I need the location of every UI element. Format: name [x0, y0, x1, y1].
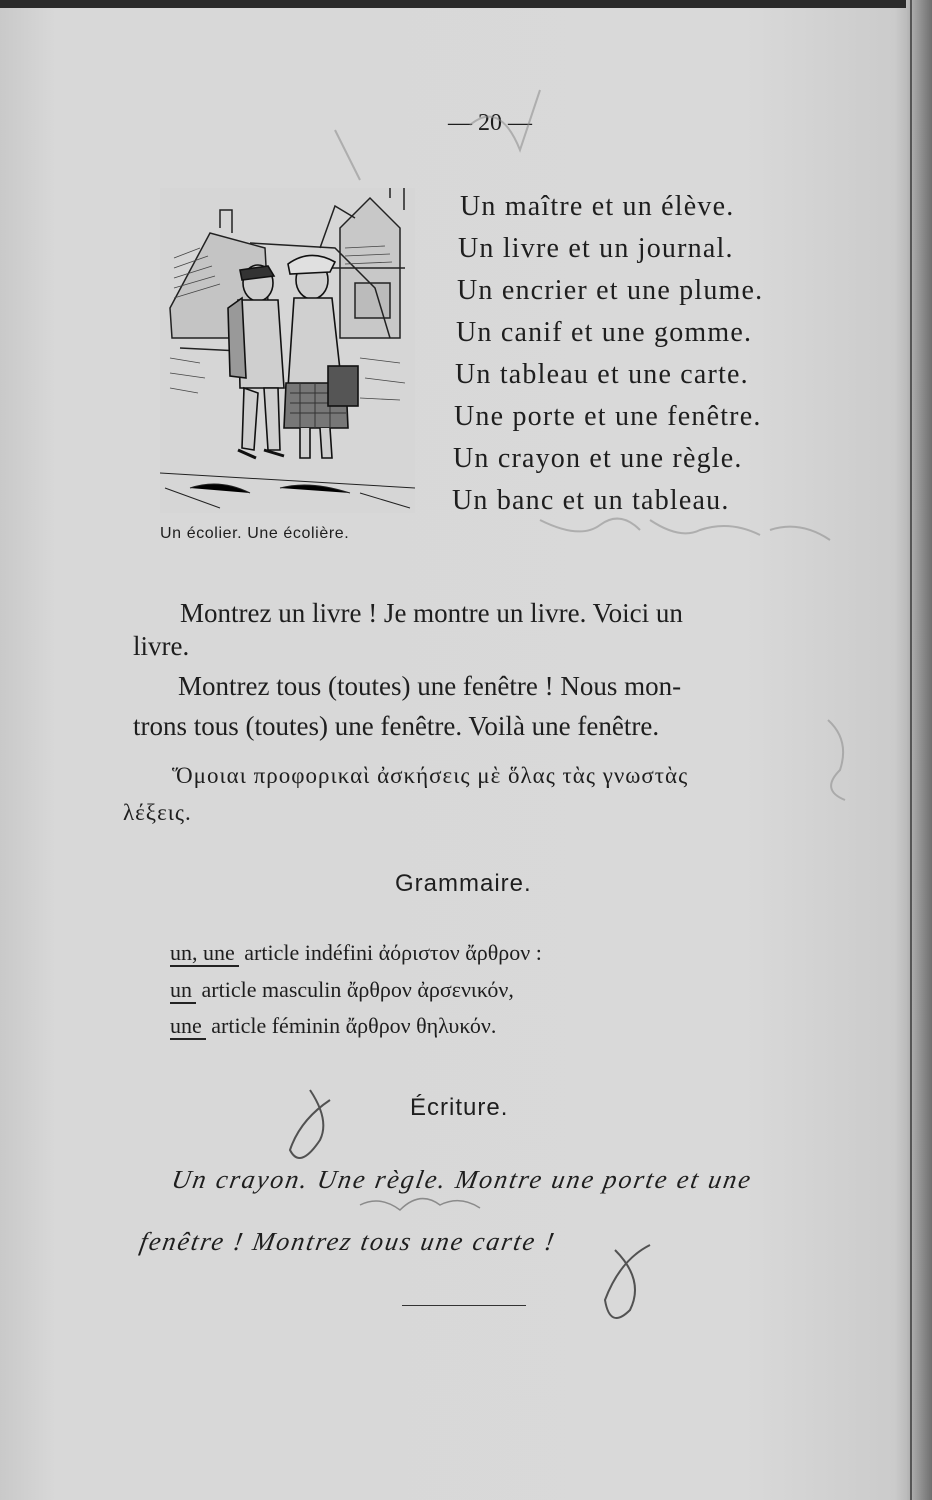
vocab-line: Un encrier et une plume. — [457, 275, 764, 306]
ecriture-heading: Écriture. — [410, 1094, 509, 1121]
illustration-caption: Un écolier. Une écolière. — [160, 525, 350, 542]
vocab-line: Une porte et une fenêtre. — [454, 401, 762, 432]
grammar-term: un — [170, 977, 196, 1004]
handwriting-line: fenêtre ! Montrez tous une carte ! — [137, 1227, 559, 1256]
vocab-line: Un livre et un journal. — [458, 233, 734, 264]
paragraph-line: trons tous (toutes) une fenêtre. Voilà une fenêtre. — [133, 711, 660, 741]
grammar-term: une — [170, 1013, 206, 1040]
grammar-row — [170, 940, 542, 966]
paragraph-line: Montrez un livre ! Je montre un livre. Voici un — [180, 598, 683, 628]
page-top-edge — [0, 0, 932, 8]
grammar-row — [170, 977, 514, 1003]
page-number: — 20 — — [448, 110, 532, 136]
vocab-line: Un banc et un tableau. — [452, 485, 730, 516]
greek-instruction-line: λέξεις. — [123, 800, 192, 825]
handwriting-line: Un crayon. Une règle. Montre une porte et une — [169, 1165, 755, 1194]
paragraph-line: livre. — [133, 631, 190, 661]
vocab-line: Un tableau et une carte. — [455, 359, 749, 390]
paragraph-line: Montrez tous (toutes) une fenêtre ! Nous mon- — [178, 671, 682, 701]
grammar-text: article féminin ἄρθρον θηλυκόν. — [211, 1013, 497, 1038]
grammar-row — [170, 1013, 496, 1039]
grammar-text: article indéfini ἀόριστον ἄρθρον : — [244, 940, 542, 965]
schoolchildren-illustration — [160, 188, 415, 513]
end-rule — [402, 1305, 526, 1306]
grammaire-heading: Grammaire. — [395, 870, 532, 897]
grammar-text: article masculin ἄρθρον ἀρσενικόν, — [201, 977, 514, 1002]
vocabulary-list — [452, 186, 832, 522]
vocab-line: Un canif et une gomme. — [456, 317, 753, 348]
vocab-line: Un crayon et une règle. — [453, 443, 743, 474]
page-spine-edge — [906, 0, 932, 1500]
grammar-term: un, une — [170, 940, 239, 967]
greek-instruction-line: Ὅμοιαι προφορικαὶ ἀσκήσεις μὲ ὅλας τὰς γνωστὰς — [172, 763, 689, 788]
vocab-line: Un maître et un élève. — [460, 191, 735, 222]
